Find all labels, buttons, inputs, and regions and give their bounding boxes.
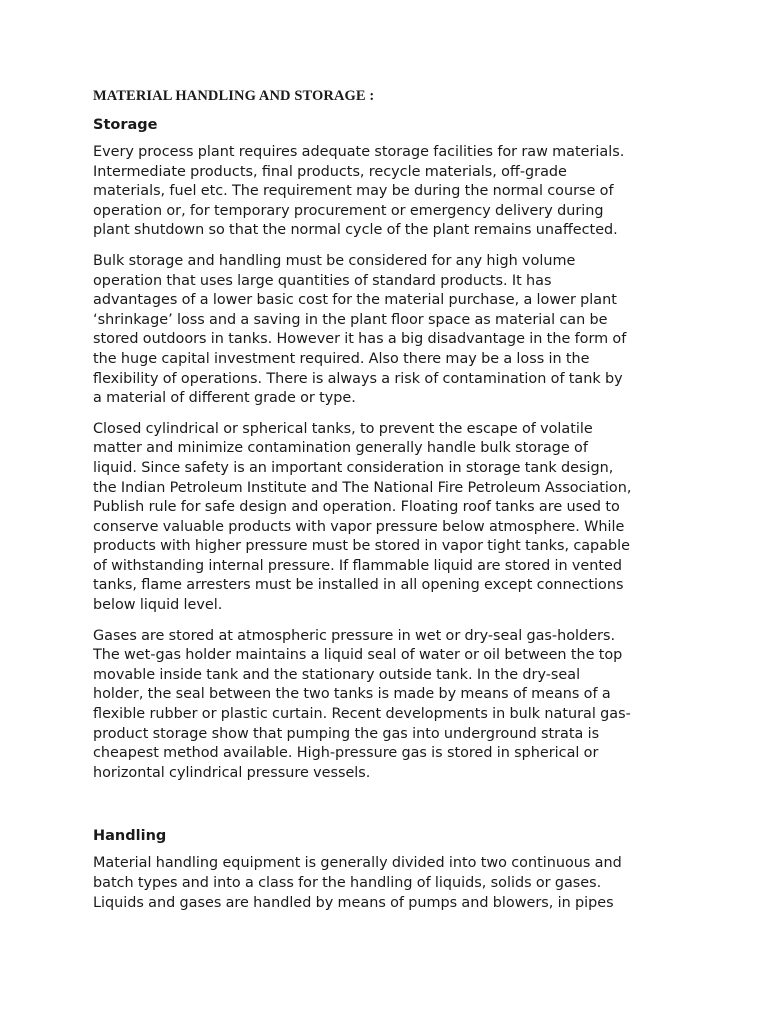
text-line: tanks, flame arresters must be installed in all opening except connections [93, 577, 624, 594]
text-line: operation or, for temporary procurement or emergency delivery during [93, 202, 604, 219]
paragraph-handling-equipment [93, 854, 683, 913]
text-line: the Indian Petroleum Institute and The National Fire Petroleum Association, [93, 479, 632, 496]
text-line: Intermediate products, final products, recycle materials, off-grade [93, 163, 567, 180]
text-line: of withstanding internal pressure. If flammable liquid are stored in vented [93, 557, 623, 574]
text-line: materials, fuel etc. The requirement may be during the normal course of [93, 183, 614, 200]
paragraph-storage-requirements [93, 143, 683, 241]
text-line: Gases are stored at atmospheric pressure in wet or dry-seal gas-holders. [93, 627, 616, 644]
text-line: cheapest method available. High-pressure gas is stored in spherical or [93, 745, 599, 762]
text-line: operation that uses large quantities of standard products. It has [93, 272, 552, 289]
text-line: below liquid level. [93, 597, 223, 614]
text-line: advantages of a lower basic cost for the material purchase, a lower plant [93, 292, 617, 309]
text-line: holder, the seal between the two tanks is made by means of means of a [93, 686, 611, 703]
text-line: liquid. Since safety is an important consideration in storage tank design, [93, 459, 614, 476]
text-line: Material handling equipment is generally divided into two continuous and [93, 855, 622, 872]
text-line: movable inside tank and the stationary outside tank. In the dry-seal [93, 666, 581, 683]
text-line: matter and minimize contamination generally handle bulk storage of [93, 440, 588, 457]
paragraph-tanks [93, 420, 683, 616]
text-line: Liquids and gases are handled by means of pumps and blowers, in pipes [93, 894, 614, 911]
text-line: product storage show that pumping the gas into underground strata is [93, 725, 600, 742]
text-line: ‘shrinkage’ loss and a saving in the plant floor space as material can be [93, 311, 608, 328]
text-line: Bulk storage and handling must be considered for any high volume [93, 252, 576, 269]
section-heading-handling: Handling [93, 828, 167, 845]
document-body [93, 86, 683, 924]
paragraph-bulk-storage [93, 252, 683, 409]
text-line: plant shutdown so that the normal cycle of the plant remains unaffected. [93, 222, 618, 239]
text-line: conserve valuable products with vapor pressure below atmosphere. While [93, 518, 625, 535]
text-line: a material of different grade or type. [93, 390, 356, 407]
text-line: products with higher pressure must be stored in vapor tight tanks, capable [93, 538, 631, 555]
text-line: Closed cylindrical or spherical tanks, to prevent the escape of volatile [93, 420, 593, 437]
text-line: Every process plant requires adequate storage facilities for raw materials. [93, 144, 625, 160]
text-line: stored outdoors in tanks. However it has a big disadvantage in the form of [93, 331, 627, 348]
text-line: the huge capital investment required. Also there may be a loss in the [93, 350, 590, 367]
text-line: Publish rule for safe design and operation. Floating roof tanks are used to [93, 499, 620, 516]
text-line: flexibility of operations. There is always a risk of contamination of tank by [93, 370, 623, 387]
text-line: batch types and into a class for the handling of liquids, solids or gases. [93, 875, 602, 891]
paragraph-gas-storage [93, 627, 683, 784]
document-title: MATERIAL HANDLING AND STORAGE : [93, 88, 375, 104]
text-line: flexible rubber or plastic curtain. Recent developments in bulk natural gas- [93, 706, 631, 723]
text-line: horizontal cylindrical pressure vessels. [93, 764, 371, 781]
section-heading-storage: Storage [93, 117, 158, 133]
text-line: The wet-gas holder maintains a liquid seal of water or oil between the top [93, 647, 623, 664]
